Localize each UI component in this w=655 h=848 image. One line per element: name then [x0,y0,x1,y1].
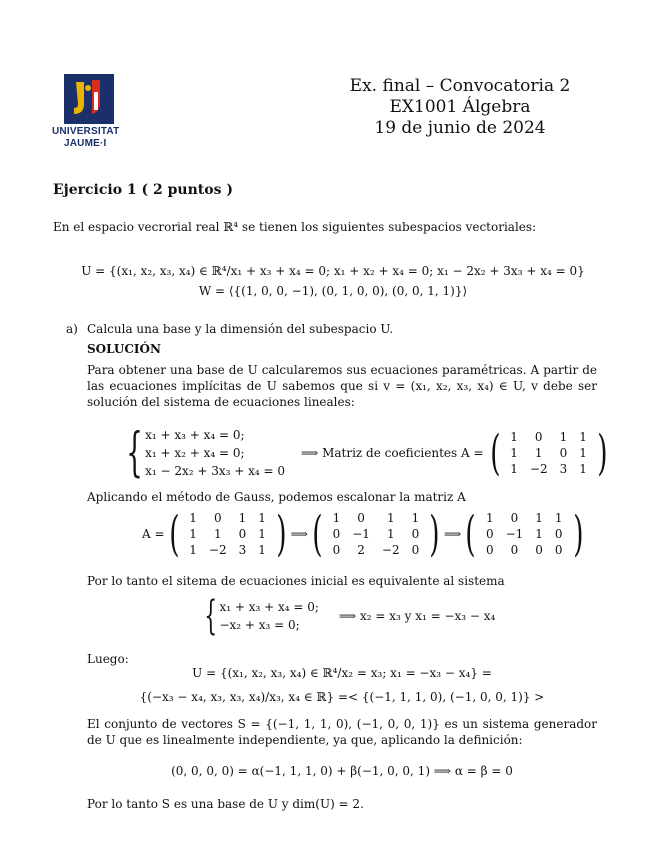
matrix-A2-cell: 1 [213,527,222,541]
A-equals: A = [142,527,165,541]
matrix-B-cell: 0 [411,527,420,541]
coef-label: ⟹ Matriz de coeficientes A = [301,446,484,460]
U-param-line1: U = {(x₁, x₂, x₃, x₄) ∈ ℝ⁴/x₂ = x₃; x₁ = −x₃ − x₄} = [192,666,492,680]
matrix-C-cell: 1 [554,511,563,525]
system2-result: ⟹ x₂ = x₃ y x₁ = −x₃ − x₄ [338,609,496,623]
system2-block [198,593,496,639]
matrix-A-row [504,461,593,477]
matrix-C-cell: 0 [510,511,519,525]
matrix-A2-cell: 1 [258,543,266,557]
matrix-B-cell: −2 [381,543,400,557]
equation-2: x₁ + x₂ + x₄ = 0; [145,446,245,460]
U-definition: U = {(x₁, x₂, x₃, x₄) ∈ ℝ⁴/x₁ + x₃ + x₄ = 0; x₁ + x₂ + x₄ = 0; x₁ − 2x₂ + 3x₃ + x₄ = 0} [81,264,585,278]
matrix-A-cell: 1 [510,446,518,460]
intro-text: En el espacio vecrorial real ℝ⁴ se tienen los siguientes subespacios vectoriales: [53,220,537,234]
matrix-B-cell: 1 [386,511,395,525]
matrix-A-cell: 1 [559,430,568,444]
gauss-text: Aplicando el método de Gauss, podemos escalonar la matriz A [87,490,466,504]
U-param-line2: {(−x₃ − x₄, x₃, x₃, x₄)/x₃, x₄ ∈ ℝ} =< {(−1, 1, 1, 0), (−1, 0, 0, 1)} > [139,690,545,704]
matrix-C-row [480,542,569,558]
implies-arrow-1: ⟹ [290,527,308,541]
matrix-B-cell: −1 [352,527,370,541]
solution-paragraph-1: Para obtener una base de U calcularemos sus ecuaciones paramétricas. A partir de las ecuaciones implícitas de U sabemos que si v = (x₁, x₂, x₃, x₄) ∈ U, v debe ser solución del sistema de ecuaciones lineales: [87,363,597,409]
matrix-A-cell: 0 [559,446,568,460]
left-brace-icon-2: { [204,593,218,639]
part-a-question: Calcula una base y la dimensión del subespacio U. [87,322,394,336]
matrix-A2-row [183,542,272,558]
matrix-C-cell: 0 [554,527,563,541]
matrix-C-cell: 0 [510,543,519,557]
matrix-C: ( 1 0 1 1 0 −1 1 0 0 0 0 0 ) [465,506,584,562]
matrix-B: ( 1 0 1 1 0 −1 1 0 0 2 −2 0 ) [312,506,440,562]
matrix-A2-cell: 1 [189,527,197,541]
matrix-A2-cell: 1 [189,543,197,557]
implies-arrow-2: ⟹ [444,527,462,541]
logo-text-line2: JAUME·I [64,138,107,149]
matrix-B-row [327,542,426,558]
matrix-C-cell: 0 [485,527,494,541]
matrix-B-cell: 0 [411,543,420,557]
gauss-reduction [142,506,587,562]
matrix-A2-cell: 3 [238,543,247,557]
matrix-B-row [327,526,426,542]
matrix-A-cell: 1 [510,430,518,444]
W-definition: W = ⟨{(1, 0, 0, −1), (0, 1, 0, 0), (0, 0, 1, 1)}⟩ [198,284,468,298]
matrix-A2-cell: 1 [258,511,266,525]
matrix-B-cell: 2 [357,543,365,557]
matrix-A-cell: 0 [534,430,543,444]
matrix-C-cell: 1 [485,511,494,525]
matrix-C-table [480,510,569,558]
matrix-B-cell: 0 [332,543,341,557]
matrix-A-cell: 3 [559,462,568,476]
matrix-A [486,425,612,481]
matrix-A2-cell: 1 [238,511,247,525]
part-a-label: a) [66,322,78,336]
logo-text-line1: UNIVERSITAT [52,126,120,137]
matrix-A-copy: ( 1 0 1 1 1 1 0 1 1 −2 3 1 ) [168,506,287,562]
left-paren-icon: ( [489,425,501,481]
matrix-C-cell: 0 [535,543,543,557]
matrix-B-cell: 1 [411,511,420,525]
matrix-A-cell: 1 [579,446,587,460]
matrix-A2-row [183,526,272,542]
matrix-C-row [480,526,569,542]
matrix-B-cell: 1 [332,511,341,525]
title-line2: EX1001 Álgebra [389,97,531,117]
matrix-A2-cell: 1 [258,527,266,541]
matrix-A-cell: −2 [529,462,548,476]
luego-label: Luego: [87,652,129,666]
independence-equation: (0, 0, 0, 0) = α(−1, 1, 1, 0) + β(−1, 0, 0, 1) ⟹ α = β = 0 [171,764,513,778]
matrix-B-cell: 0 [357,511,365,525]
matrix-A-cell: 1 [534,446,543,460]
equation-3: x₁ − 2x₂ + 3x₃ + x₄ = 0 [145,464,286,478]
independence-text: El conjunto de vectores S = {(−1, 1, 1, 0), (−1, 0, 0, 1)} es un sistema generador de U que es linealmente independiente, ya que, aplicando la definición: [87,717,597,747]
matrix-A2-cell: 1 [189,511,197,525]
matrix-A-cell: 1 [510,462,518,476]
system-block [118,423,612,483]
matrix-A-cell: 1 [579,430,587,444]
left-brace-icon: { [126,423,143,483]
equation-1: x₁ + x₃ + x₄ = 0; [145,428,245,442]
matrix-B-table [327,510,426,558]
matrix-A2-cell: −2 [208,543,227,557]
conclusion-text: Por lo tanto S es una base de U y dim(U) = 2. [87,797,364,811]
matrix-A2-cell: 0 [238,527,247,541]
matrix-B-row [327,510,426,526]
matrix-A-table [504,429,593,477]
matrix-A2-table [183,510,272,558]
matrix-C-cell: 0 [554,543,563,557]
system2-equations [219,598,318,634]
right-paren-icon: ) [597,425,608,481]
system2-equation-2: −x₂ + x₃ = 0; [219,618,300,632]
title-line1: Ex. final – Convocatoria 2 [349,76,571,96]
matrix-C-cell: 1 [535,527,543,541]
matrix-A-row [504,445,593,461]
matrix-B-cell: 0 [332,527,341,541]
matrix-C-row [480,510,569,526]
matrix-C-cell: −1 [505,527,524,541]
exercise-heading: Ejercicio 1 ( 2 puntos ) [53,182,233,198]
solution-label: SOLUCIÓN [87,342,161,356]
matrix-C-cell: 0 [485,543,494,557]
system2-equation-1: x₁ + x₃ + x₄ = 0; [219,600,319,614]
matrix-B-cell: 1 [386,527,395,541]
logo-emblem-icon [64,74,114,124]
matrix-C-cell: 1 [535,511,543,525]
title-line3: 19 de junio de 2024 [374,118,546,138]
matrix-A2-row [183,510,272,526]
system-equations [145,426,285,480]
exam-title [320,76,600,139]
matrix-A-cell: 1 [579,462,587,476]
matrix-A2-cell: 0 [213,511,222,525]
equivalence-text: Por lo tanto el sitema de ecuaciones inicial es equivalente al sistema [87,574,505,588]
matrix-A-row [504,429,593,445]
